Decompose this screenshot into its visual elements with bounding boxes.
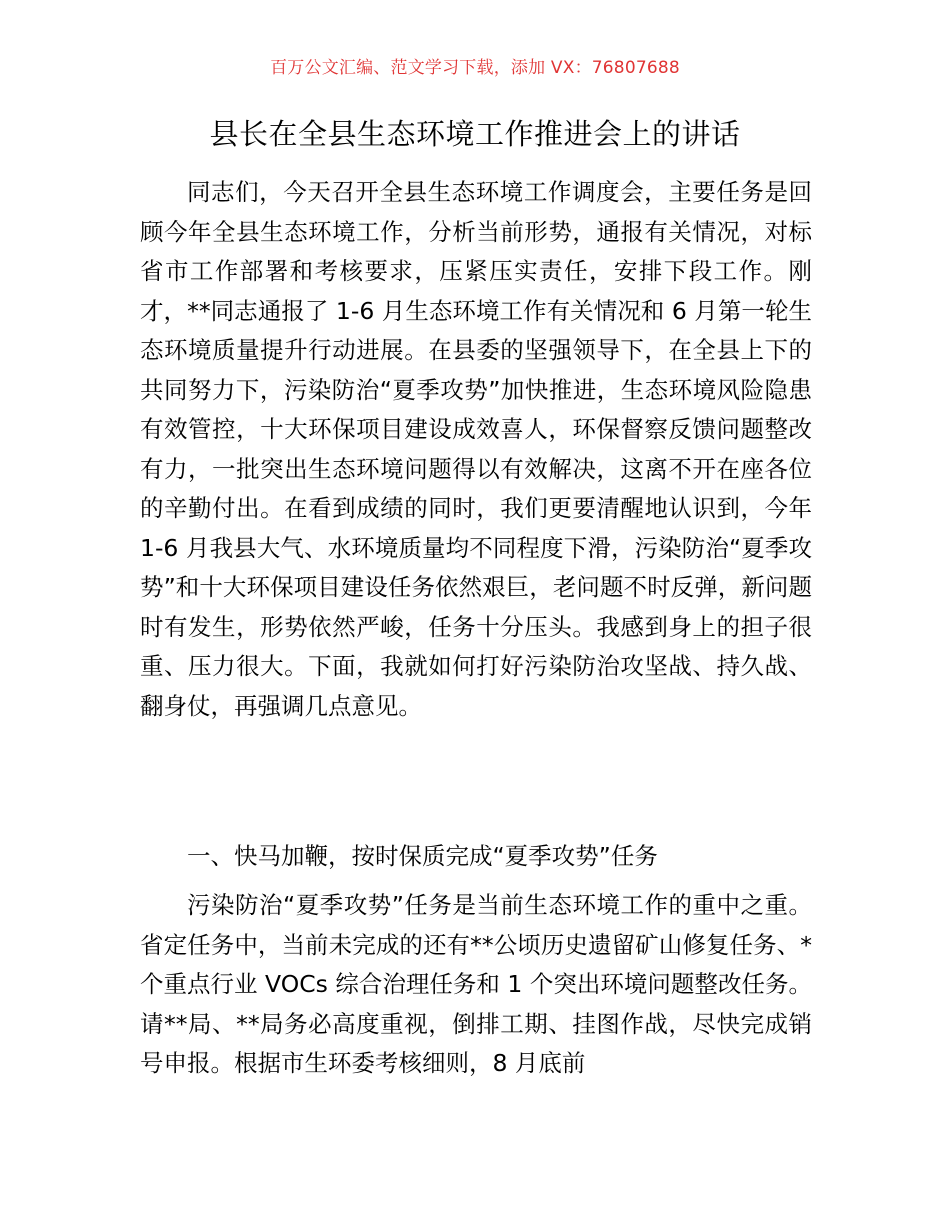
body-paragraph-section-1: 污染防治“夏季攻势”任务是当前生态环境工作的重中之重。省定任务中，当前未完成的还有**公顷历史遗留矿山修复任务、*个重点行业 VOCs 综合治理任务和 1 个突出环境问题整改任务。请**局、**局务必高度重视，倒排工期、挂图作战，尽快完成销号申报。根据市生环委考核细则，8 月底前 [140,891,812,1077]
section-heading-1: 一、快马加鞭，按时保质完成“夏季攻势”任务 [187,842,658,870]
document-title: 县长在全县生态环境工作推进会上的讲话 [209,117,741,151]
header-watermark-note: 百万公文汇编、范文学习下载，添加 VX：76807688 [270,58,680,78]
body-paragraph-intro: 同志们，今天召开全县生态环境工作调度会，主要任务是回顾今年全县生态环境工作，分析当前形势，通报有关情况，对标省市工作部署和考核要求，压紧压实责任，安排下段工作。刚才，**同志通报了 1-6 月生态环境工作有关情况和 6 月第一轮生态环境质量提升行动进展。在县委的坚强领导下，在全县上下的共同努力下，污染防治“夏季攻势”加快推进，生态环境风险隐患有效管控，十大环保项目建设成效喜人，环保督察反馈问题整改有力，一批突出生态环境问题得以有效解决，这离不开在座各位的辛勤付出。在看到成绩的同时，我们更要清醒地认识到，今年 1-6 月我县大气、水环境质量均不同程度下滑，污染防治“夏季攻势”和十大环保项目建设任务依然艰巨，老问题不时反弹，新问题时有发生，形势依然严峻，任务十分压头。我感到身上的担子很重、压力很大。下面，我就如何打好污染防治攻坚战、持久战、翻身仗，再强调几点意见。 [140,178,812,720]
